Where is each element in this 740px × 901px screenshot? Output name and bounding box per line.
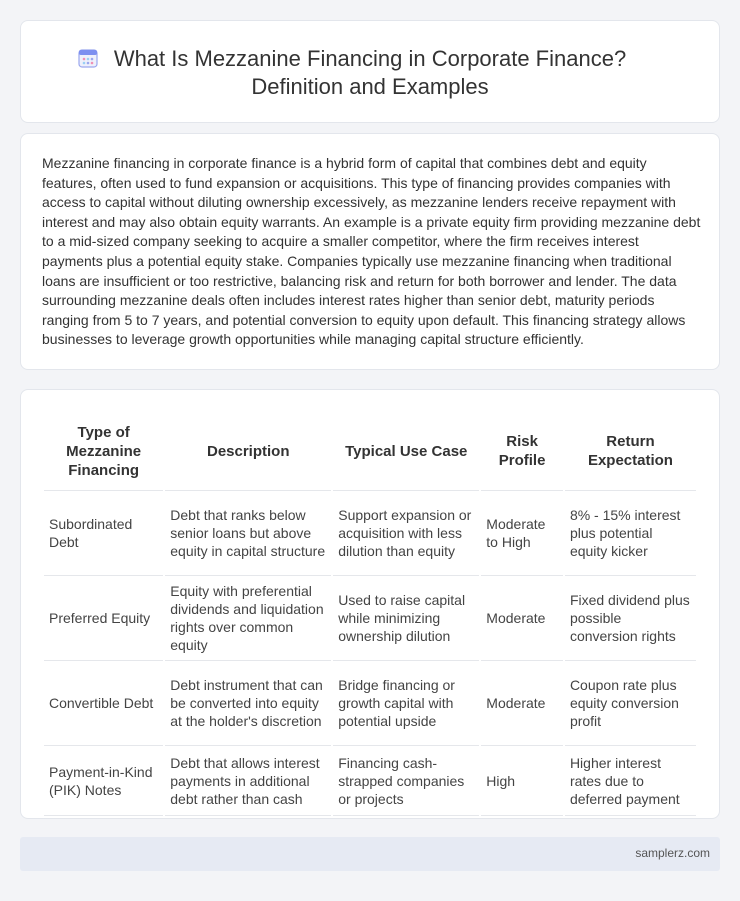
cell-type: Payment-in-Kind (PIK) Notes: [44, 746, 163, 816]
cell-use-case: Financing cash-strapped companies or projects: [333, 746, 479, 816]
table-header-row: [44, 410, 696, 491]
header-return: Return Expectation: [565, 410, 696, 491]
header-description: Description: [165, 410, 331, 491]
footer: [20, 837, 720, 871]
cell-risk: Moderate to High: [481, 491, 563, 576]
intro-card: [20, 133, 720, 370]
cell-return: Higher interest rates due to deferred payment: [565, 746, 696, 816]
intro-paragraph: Mezzanine financing in corporate finance is a hybrid form of capital that combines debt and equity features, often used to fund expansion or acquisitions. This type of financing provides companies with access to capital without diluting ownership excessively, as mezzanine lenders receive repayment with interest and may also obtain equity warrants. An example is a private equity firm providing mezzanine debt to a mid-sized company seeking to acquire a smaller competitor, where the firm receives interest payments plus a potential equity stake. Companies typically use mezzanine financing when traditional loans are insufficient or too restrictive, balancing risk and return for both borrower and lender. The data surrounding mezzanine deals often includes interest rates higher than senior debt, maturity periods ranging from 5 to 7 years, and potential conversion to equity upon default. This financing strategy allows businesses to leverage growth opportunities while managing capital structure efficiently.: [42, 155, 701, 348]
cell-type: Convertible Debt: [44, 661, 163, 746]
cell-return: Fixed dividend plus possible conversion rights: [565, 576, 696, 661]
cell-description: Debt instrument that can be converted into equity at the holder's discretion: [165, 661, 331, 746]
cell-return: 8% - 15% interest plus potential equity kicker: [565, 491, 696, 576]
footer-site-link[interactable]: samplerz.com: [635, 846, 710, 860]
cell-type: Subordinated Debt: [44, 491, 163, 576]
cell-description: Debt that allows interest payments in additional debt rather than cash: [165, 746, 331, 816]
cell-use-case: Support expansion or acquisition with less dilution than equity: [333, 491, 479, 576]
cell-risk: Moderate: [481, 661, 563, 746]
title-card: [20, 20, 720, 123]
header-risk: Risk Profile: [481, 410, 563, 491]
cell-type: Preferred Equity: [44, 576, 163, 661]
header-type: Type of Mezzanine Financing: [44, 410, 163, 491]
header-use-case: Typical Use Case: [333, 410, 479, 491]
table-row: [44, 576, 696, 661]
cell-risk: High: [481, 746, 563, 816]
cell-use-case: Used to raise capital while minimizing ownership dilution: [333, 576, 479, 661]
cell-risk: Moderate: [481, 576, 563, 661]
table-row: [44, 491, 696, 576]
table-row: [44, 746, 696, 816]
financing-table: [42, 410, 698, 816]
cell-use-case: Bridge financing or growth capital with potential upside: [333, 661, 479, 746]
cell-return: Coupon rate plus equity conversion profit: [565, 661, 696, 746]
cell-description: Equity with preferential dividends and liquidation rights over common equity: [165, 576, 331, 661]
page-title: What Is Mezzanine Financing in Corporate Finance? Definition and Examples: [113, 46, 627, 99]
cell-description: Debt that ranks below senior loans but above equity in capital structure: [165, 491, 331, 576]
table-card: [20, 389, 720, 819]
table-row: [44, 661, 696, 746]
